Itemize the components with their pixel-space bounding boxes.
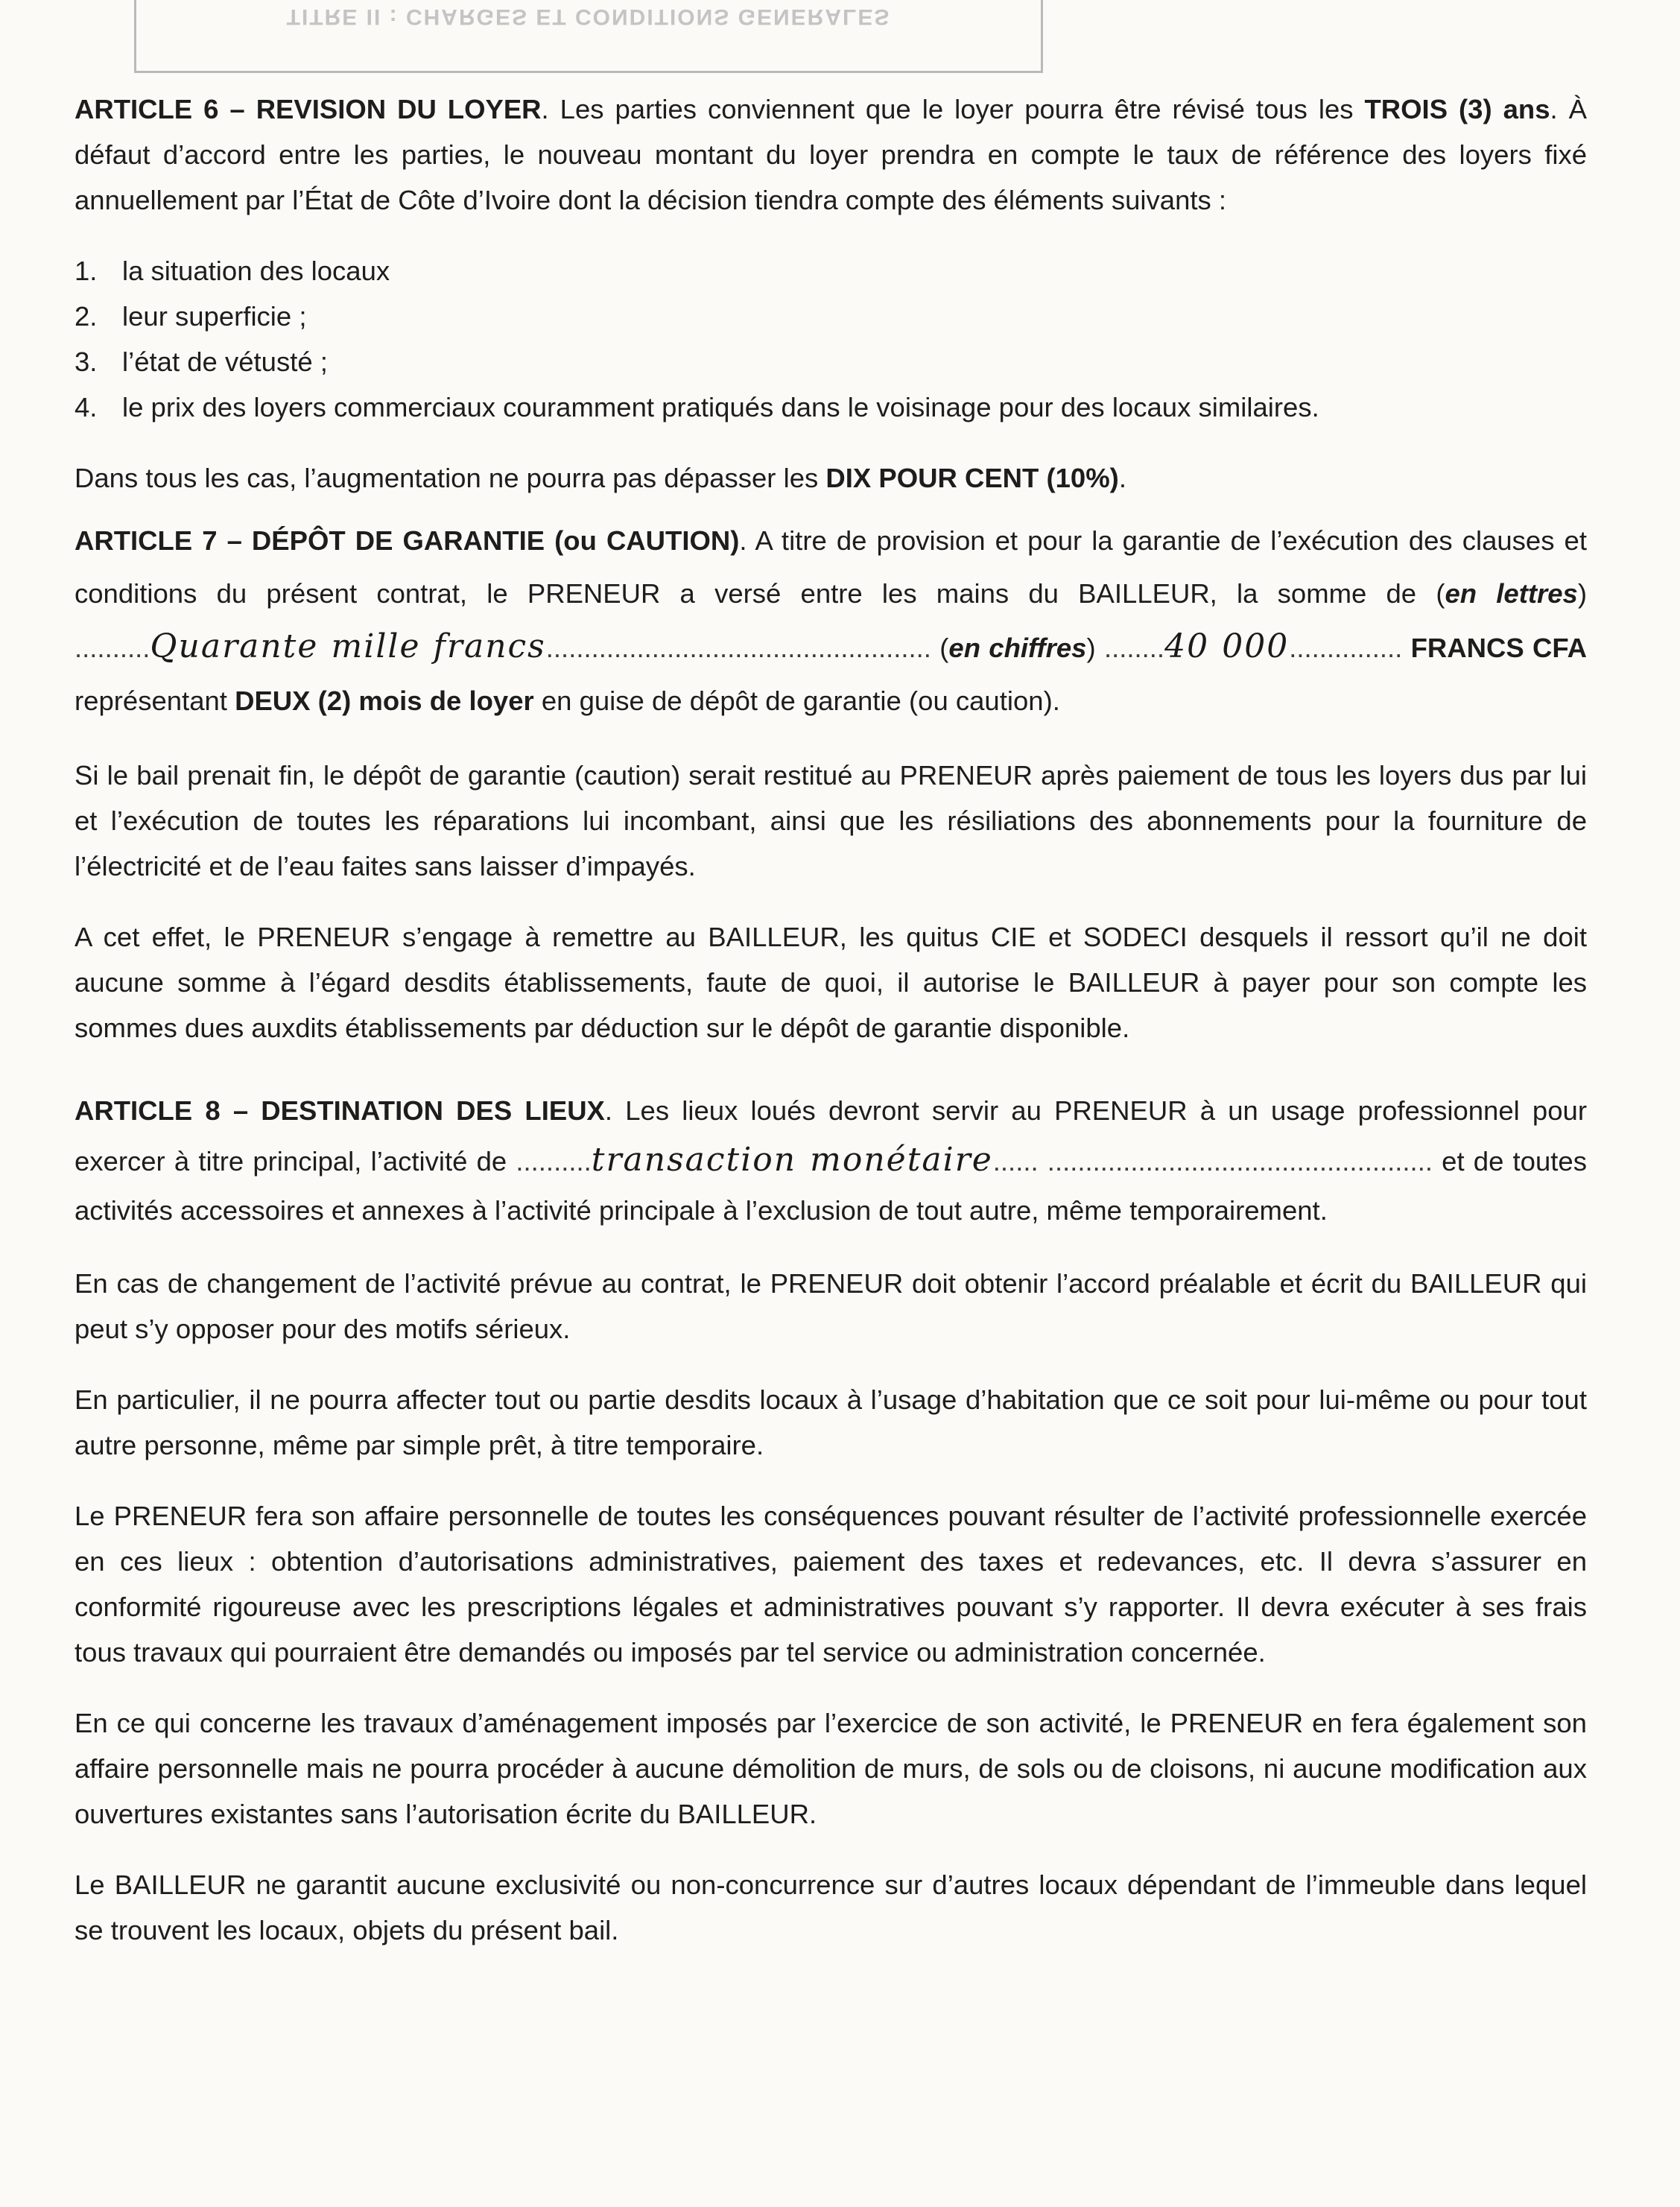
document-body (75, 86, 1587, 1953)
article6-intro: ARTICLE 6 – REVISION DU LOYER. Les parties conviennent que le loyer pourra être révisé tous les TROIS (3) ans. À défaut d’accord entre les parties, le nouveau montant du loyer prendra en compte le taux de référence des loyers fixé annuellement par l’État de Côte d’Ivoire dont la décision tiendra compte des éléments suivants : (75, 94, 1587, 215)
article8-p3: En particulier, il ne pourra affecter tout ou partie desdits locaux à l’usage d’habitation que ce soit pour lui-même ou pour tout autre personne, même par simple prêt, à titre temporaire. (75, 1384, 1587, 1460)
article7-p3: A cet effet, le PRENEUR s’engage à remettre au BAILLEUR, les quitus CIE et SODECI desquels il ressort qu’il ne doit aucune somme à l’égard desdits établissements, faute de quoi, il autorise le BAILLEUR à payer pour son compte les sommes dues auxdits établissements par déduction sur le dépôt de garantie disponible. (75, 922, 1587, 1043)
article6-heading: ARTICLE 6 – REVISION DU LOYER (75, 94, 542, 124)
handwritten-activity: transaction monétaire (591, 1141, 993, 1179)
article8-p4: Le PRENEUR fera son affaire personnelle de toutes les conséquences pouvant résulter de l’activité professionnelle exercée en ces lieux : obtention d’autorisations administratives, paiement des taxes et redevances, etc. Il devra s’assurer en conformité rigoureuse avec les prescriptions légales et administratives pouvant s’y rapporter. Il devra exécuter à ses frais tous travaux qui pourraient être demandés ou imposés par tel service ou administration concernée. (75, 1501, 1587, 1668)
list-item: 1. la situation des locaux (75, 256, 390, 286)
article8-p1: ARTICLE 8 – DESTINATION DES LIEUX. Les lieux loués devront servir au PRENEUR à un usage professionnel pour exercer à titre principal, l’activité de ..........transaction monétaire...... ................................................... et de toutes activités accessoires et annexes à l’activité principale à l’exclusion de tout autre, même temporairement. (75, 1095, 1587, 1226)
list-item: 2. leur superficie ; (75, 301, 307, 332)
article7-p2: Si le bail prenait fin, le dépôt de garantie (caution) serait restitué au PRENEUR après paiement de tous les loyers dus par lui et l’exécution de toutes les réparations lui incombant, ainsi que les résiliations des abonnements pour la fourniture de l’électricité et de l’eau faites sans laisser d’impayés. (75, 760, 1587, 881)
article8-p6: Le BAILLEUR ne garantit aucune exclusivité ou non-concurrence sur d’autres locaux dépendant de l’immeuble dans lequel se trouvent les locaux, objets du présent bail. (75, 1869, 1587, 1945)
article8-heading: ARTICLE 8 – DESTINATION DES LIEUX (75, 1095, 605, 1126)
article8-p5: En ce qui concerne les travaux d’aménagement imposés par l’exercice de son activité, le PRENEUR en fera également son affaire personnelle mais ne pourra procéder à aucune démolition de murs, de sols ou de cloisons, ni aucune modification aux ouvertures existantes sans l’autorisation écrite du BAILLEUR. (75, 1708, 1587, 1829)
article7-p1: ARTICLE 7 – DÉPÔT DE GARANTIE (ou CAUTION). A titre de provision et pour la garantie de l’exécution des clauses et conditions du présent contrat, le PRENEUR a versé entre les mains du BAILLEUR, la somme de (en lettres) ..........Quarante mille francs................................................... (en chiffres) ........40 000............... FRANCS CFA représentant DEUX (2) mois de loyer en guise de dépôt de garantie (ou caution). (75, 525, 1587, 716)
article6-cap: Dans tous les cas, l’augmentation ne pourra pas dépasser les DIX POUR CENT (10%). (75, 463, 1126, 493)
page-header-title: TITRE II : CHARGES ET CONDITIONS GENERALES (286, 4, 891, 29)
article7-heading: ARTICLE 7 – DÉPÔT DE GARANTIE (ou CAUTION) (75, 525, 740, 556)
handwritten-amount-digits: 40 000 (1164, 627, 1290, 665)
handwritten-amount-words: Quarante mille francs (150, 627, 546, 665)
article8-p2: En cas de changement de l’activité prévue au contrat, le PRENEUR doit obtenir l’accord préalable et écrit du BAILLEUR qui peut s’y opposer pour des motifs sérieux. (75, 1268, 1587, 1344)
article6-criteria-list (75, 248, 1587, 430)
list-item: 4. le prix des loyers commerciaux couramment pratiqués dans le voisinage pour des locaux similaires. (75, 392, 1319, 422)
list-item: 3. l’état de vétusté ; (75, 346, 328, 377)
page-header-box (134, 0, 1043, 73)
